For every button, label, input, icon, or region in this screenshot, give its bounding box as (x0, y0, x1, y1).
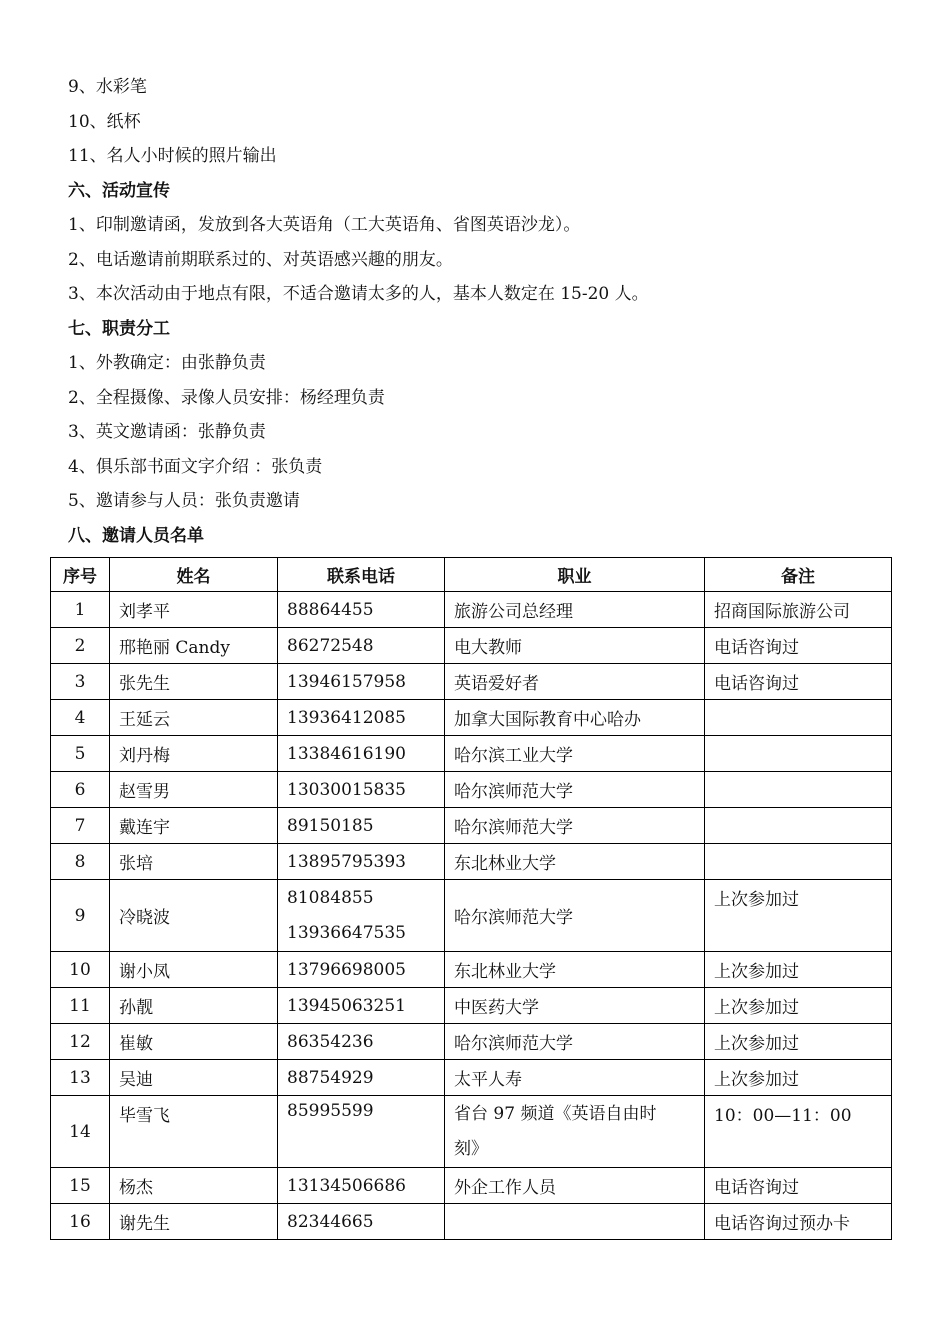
list-item: 1、印制邀请函，发放到各大英语角（工大英语角、省图英语沙龙）。 (68, 215, 581, 235)
column-header-name: 姓名 (110, 558, 278, 592)
cell-name: 赵雪男 (110, 772, 278, 808)
cell-note: 电话咨询过预办卡 (705, 1204, 892, 1240)
cell-name: 张先生 (110, 664, 278, 700)
list-item: 10、纸杯 (68, 112, 141, 132)
cell-no: 1 (51, 592, 110, 628)
cell-name: 孙靓 (110, 988, 278, 1024)
cell-name: 毕雪飞 (110, 1096, 278, 1168)
table-row (51, 1168, 892, 1204)
cell-phone: 13946157958 (278, 664, 445, 700)
cell-name: 吴迪 (110, 1060, 278, 1096)
cell-phone: 85995599 (278, 1096, 445, 1168)
column-header-no: 序号 (51, 558, 110, 592)
cell-job: 中医药大学 (445, 988, 705, 1024)
cell-job: 英语爱好者 (445, 664, 705, 700)
column-header-phone: 联系电话 (278, 558, 445, 592)
list-item: 2、电话邀请前期联系过的、对英语感兴趣的朋友。 (68, 250, 453, 270)
cell-no: 12 (51, 1024, 110, 1060)
cell-name: 张培 (110, 844, 278, 880)
cell-job: 东北林业大学 (445, 952, 705, 988)
cell-note: 上次参加过 (705, 880, 892, 952)
cell-phone: 89150185 (278, 808, 445, 844)
cell-note: 上次参加过 (705, 952, 892, 988)
cell-phone: 13384616190 (278, 736, 445, 772)
table-row (51, 1204, 892, 1240)
cell-no: 2 (51, 628, 110, 664)
list-item: 11、名人小时候的照片输出 (68, 146, 277, 166)
table-row (51, 736, 892, 772)
cell-no: 10 (51, 952, 110, 988)
column-header-note: 备注 (705, 558, 892, 592)
cell-phone: 13936412085 (278, 700, 445, 736)
table-row (51, 844, 892, 880)
cell-name: 谢先生 (110, 1204, 278, 1240)
cell-no: 8 (51, 844, 110, 880)
cell-job (445, 1096, 705, 1168)
cell-note: 招商国际旅游公司 (705, 592, 892, 628)
cell-no: 14 (51, 1096, 110, 1168)
cell-no: 4 (51, 700, 110, 736)
cell-note: 上次参加过 (705, 988, 892, 1024)
cell-note (705, 808, 892, 844)
cell-note (705, 736, 892, 772)
table-header-row (51, 558, 892, 592)
cell-note: 电话咨询过 (705, 664, 892, 700)
table-row (51, 808, 892, 844)
cell-phone (278, 880, 445, 952)
cell-no: 3 (51, 664, 110, 700)
table-row (51, 952, 892, 988)
cell-name: 崔敏 (110, 1024, 278, 1060)
cell-job: 东北林业大学 (445, 844, 705, 880)
table-row (51, 1060, 892, 1096)
cell-phone: 13895795393 (278, 844, 445, 880)
cell-name: 王延云 (110, 700, 278, 736)
cell-note: 上次参加过 (705, 1060, 892, 1096)
section-heading-invitees: 八、邀请人员名单 (68, 526, 204, 546)
cell-phone: 88864455 (278, 592, 445, 628)
cell-job: 加拿大国际教育中心哈办 (445, 700, 705, 736)
cell-phone: 13796698005 (278, 952, 445, 988)
cell-job: 哈尔滨工业大学 (445, 736, 705, 772)
cell-no: 11 (51, 988, 110, 1024)
phone-line: 13936647535 (287, 922, 406, 943)
cell-job (445, 1204, 705, 1240)
cell-name: 谢小凤 (110, 952, 278, 988)
cell-name: 刘丹梅 (110, 736, 278, 772)
cell-name: 刘孝平 (110, 592, 278, 628)
cell-job: 哈尔滨师范大学 (445, 1024, 705, 1060)
cell-no: 13 (51, 1060, 110, 1096)
cell-name: 冷晓波 (110, 880, 278, 952)
cell-job: 哈尔滨师范大学 (445, 880, 705, 952)
phone-line: 81084855 (287, 887, 374, 908)
list-item: 3、本次活动由于地点有限，不适合邀请太多的人，基本人数定在 15-20 人。 (68, 284, 649, 304)
cell-phone: 13134506686 (278, 1168, 445, 1204)
cell-no: 6 (51, 772, 110, 808)
cell-note (705, 772, 892, 808)
table-row (51, 880, 892, 952)
cell-no: 15 (51, 1168, 110, 1204)
list-item: 3、英文邀请函：张静负责 (68, 422, 266, 442)
list-item: 1、外教确定：由张静负责 (68, 353, 266, 373)
cell-job: 哈尔滨师范大学 (445, 808, 705, 844)
cell-note: 电话咨询过 (705, 1168, 892, 1204)
cell-phone: 86354236 (278, 1024, 445, 1060)
cell-name: 戴连宇 (110, 808, 278, 844)
table-row (51, 628, 892, 664)
cell-note: 10：00—11：00 (705, 1096, 892, 1168)
cell-note (705, 844, 892, 880)
section-heading-publicity: 六、活动宣传 (68, 181, 170, 201)
cell-no: 5 (51, 736, 110, 772)
list-item: 9、水彩笔 (68, 77, 147, 97)
section-heading-duties: 七、职责分工 (68, 319, 170, 339)
table-row (51, 592, 892, 628)
cell-note: 电话咨询过 (705, 628, 892, 664)
table-row (51, 700, 892, 736)
cell-no: 9 (51, 880, 110, 952)
list-item: 5、邀请参与人员：张负责邀请 (68, 491, 300, 511)
cell-name: 杨杰 (110, 1168, 278, 1204)
invitee-table (50, 557, 892, 1240)
column-header-job: 职业 (445, 558, 705, 592)
cell-job: 哈尔滨师范大学 (445, 772, 705, 808)
table-row (51, 664, 892, 700)
cell-job: 外企工作人员 (445, 1168, 705, 1204)
table-row (51, 988, 892, 1024)
cell-note (705, 700, 892, 736)
cell-phone: 13945063251 (278, 988, 445, 1024)
table-row (51, 1024, 892, 1060)
cell-job: 太平人寿 (445, 1060, 705, 1096)
cell-phone: 86272548 (278, 628, 445, 664)
table-row (51, 1096, 892, 1168)
table-row (51, 772, 892, 808)
cell-phone: 82344665 (278, 1204, 445, 1240)
cell-name: 邢艳丽 Candy (110, 628, 278, 664)
job-line: 刻》 (454, 1138, 488, 1159)
cell-no: 16 (51, 1204, 110, 1240)
cell-phone: 88754929 (278, 1060, 445, 1096)
cell-phone: 13030015835 (278, 772, 445, 808)
cell-no: 7 (51, 808, 110, 844)
cell-note: 上次参加过 (705, 1024, 892, 1060)
cell-job: 旅游公司总经理 (445, 592, 705, 628)
list-item: 2、全程摄像、录像人员安排：杨经理负责 (68, 388, 385, 408)
list-item: 4、俱乐部书面文字介绍 ：张负责 (68, 457, 323, 477)
job-line: 省台 97 频道《英语自由时 (454, 1103, 657, 1124)
cell-job: 电大教师 (445, 628, 705, 664)
